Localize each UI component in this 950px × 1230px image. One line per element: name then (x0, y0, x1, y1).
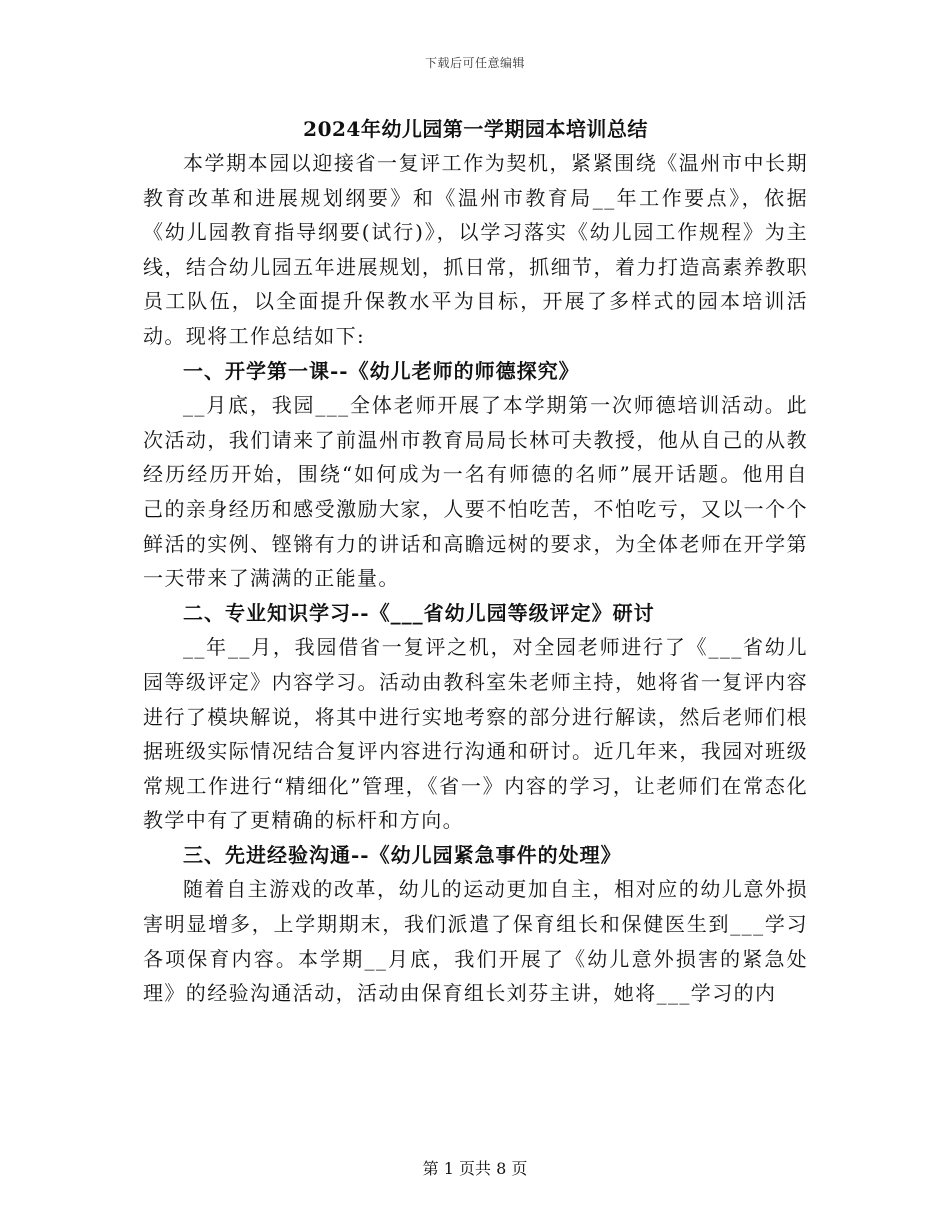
intro-paragraph: 本学期本园以迎接省一复评工作为契机，紧紧围绕《温州市中长期教育改革和进展规划纲要》和《温州市教育局__年工作要点》，依据《幼儿园教育指导纲要(试行)》，以学习落实《幼儿园工作规程》为主线，结合幼儿园五年进展规划，抓日常，抓细节，着力打造高素养教职员工队伍，以全面提升保教水平为目标，开展了多样式的园本培训活动。现将工作总结如下: (143, 151, 808, 348)
page-footer: 第 1 页共 8 页 (422, 1159, 528, 1178)
header-note: 下载后可任意编辑 (424, 56, 525, 70)
section-3-body: 随着自主游戏的改革，幼儿的运动更加自主，相对应的幼儿意外损害明显增多，上学期期末，我们派遣了保育组长和保健医生到___学习各项保育内容。本学期__月底，我们开展了《幼儿意外损害的紧急处理》的经验沟通活动，活动由保育组长刘芬主讲，她将___学习的内 (143, 877, 808, 1006)
document-body (143, 112, 808, 1011)
section-2-body: __年__月，我园借省一复评之机，对全园老师进行了《___省幼儿园等级评定》内容学习。活动由教科室朱老师主持，她将省一复评内容进行了模块解说，将其中进行实地考察的部分进行解读，然后老师们根据班级实际情况结合复评内容进行沟通和研讨。近几年来，我园对班级常规工作进行“精细化”管理，《省一》内容的学习，让老师们在常态化教学中有了更精确的标杆和方向。 (143, 635, 808, 833)
section-1-body: __月底，我园___全体老师开展了本学期第一次师德培训活动。此次活动，我们请来了前温州市教育局局长林可夫教授，他从自己的从教经历经历开始，围绕“如何成为一名有师德的名师”展开话题。他用自己的亲身经历和感受激励大家，人要不怕吃苦，不怕吃亏，又以一个个鲜活的实例、铿锵有力的讲话和高瞻远树的要求，为全体老师在开学第一天带来了满满的正能量。 (143, 393, 808, 591)
section-3-heading: 三、先进经验沟通--《幼儿园紧急事件的处理》 (183, 842, 622, 867)
document-title: 2024年幼儿园第一学期园本培训总结 (303, 117, 648, 141)
section-1-heading: 一、开学第一课--《幼儿老师的师德探究》 (183, 358, 580, 383)
section-2-heading: 二、专业知识学习--《___省幼儿园等级评定》研讨 (183, 600, 655, 625)
